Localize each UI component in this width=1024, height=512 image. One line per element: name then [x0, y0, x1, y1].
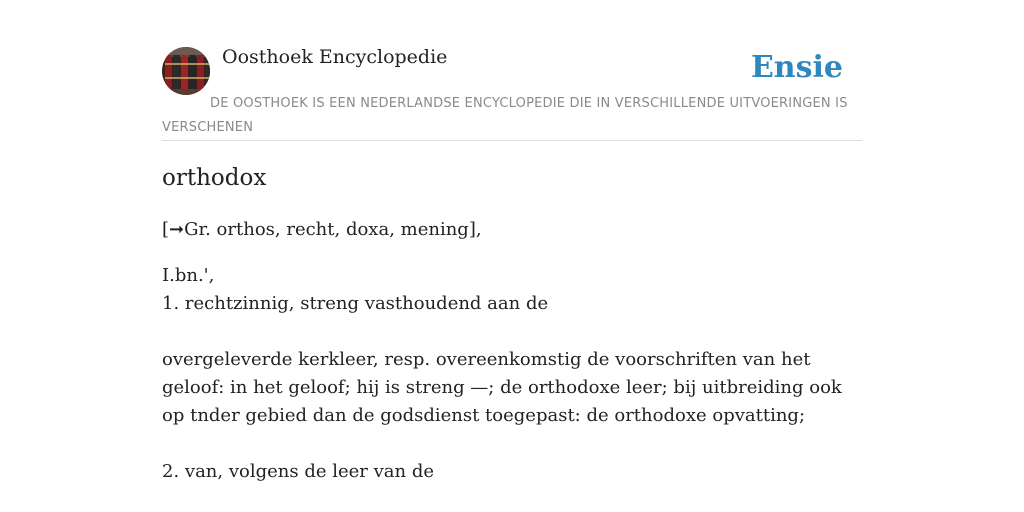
- site-name[interactable]: Oosthoek Encyclopedie: [222, 46, 448, 68]
- definition-line: 2. van, volgens de leer van de: [162, 461, 434, 482]
- blank-line: [162, 318, 862, 346]
- definition-line: 1. rechtzinnig, streng vasthoudend aan de: [162, 293, 549, 314]
- blank-line: [162, 430, 862, 458]
- definition-line: overgeleverde kerkleer, resp. overeenkomstig de voorschriften van het geloof: in het geloof; hij is streng —; de orthodoxe leer; bij uitbreiding ook op tnder gebied dan de godsdienst toegepast: de orthodoxe opvatting;: [162, 349, 842, 426]
- site-header: [162, 44, 862, 141]
- definition-line: I.bn.',: [162, 265, 215, 286]
- entry-definition: [162, 262, 862, 486]
- ensie-logo[interactable]: Ensie: [750, 50, 843, 85]
- entry-title: orthodox: [162, 165, 267, 191]
- encyclopedia-books-icon[interactable]: [162, 47, 210, 95]
- entry-etymology: [➞Gr. orthos, recht, doxa, mening],: [162, 219, 482, 240]
- entry-content: [162, 160, 862, 486]
- site-tagline: DE OOSTHOEK IS EEN NEDERLANDSE ENCYCLOPEDIE DIE IN VERSCHILLENDE UITVOERINGEN IS VERSCHENEN: [162, 96, 848, 135]
